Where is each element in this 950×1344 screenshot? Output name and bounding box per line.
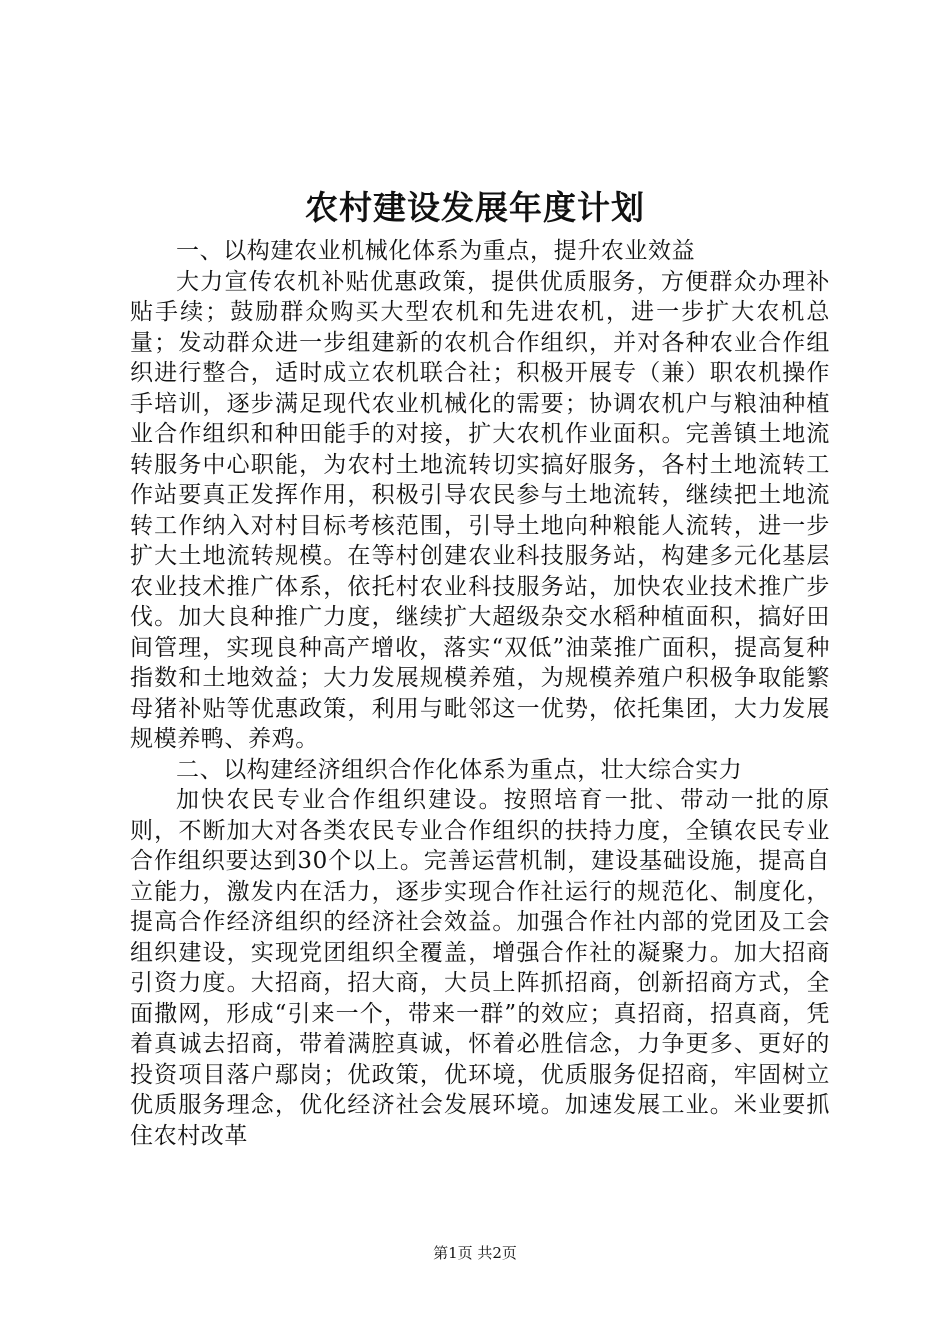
page-footer: 第1页 共2页 — [433, 1244, 517, 1262]
section-heading-2: 二、以构建经济组织合作化体系为重点，壮大综合实力 — [176, 756, 743, 783]
section-paragraph-2: 加快农民专业合作组织建设。按照培育一批、带动一批的原则，不断加大对各类农民专业合作组织的扶持力度，全镇农民专业合作组织要达到30个以上。完善运营机制，建设基础设施，提高自立能力，激发内在活力，逐步实现合作社运行的规范化、制度化，提高合作经济组织的经济社会效益。加强合作社内部的党团及工会组织建设，实现党团组织全覆盖，增强合作社的凝聚力。加大招商引资力度。大招商，招大商，大员上阵抓招商，创新招商方式，全面撒网，形成“引来一个，带来一群”的效应；真招商，招真商，凭着真诚去招商，带着满腔真诚，怀着必胜信念，力争更多、更好的投资项目落户鄢岗；优政策，优环境，优质服务促招商，牢固树立优质服务理念，优化经济社会发展环境。加速发展工业。米业要抓住农村改革 — [130, 787, 830, 1149]
section-heading-1: 一、以构建农业机械化体系为重点，提升农业效益 — [176, 238, 696, 264]
document-body — [130, 236, 830, 1151]
document-title: 农村建设发展年度计划 — [305, 188, 645, 227]
section-paragraph-1: 大力宣传农机补贴优惠政策，提供优质服务，方便群众办理补贴手续；鼓励群众购买大型农机和先进农机，进一步扩大农机总量；发动群众进一步组建新的农机合作组织，并对各种农业合作组织进行整合，适时成立农机联合社；积极开展专（兼）职农机操作手培训，逐步满足现代农业机械化的需要；协调农机户与粮油种植业合作组织和种田能手的对接，扩大农机作业面积。完善镇土地流转服务中心职能，为农村土地流转切实搞好服务，各村土地流转工作站要真正发挥作用，积极引导农民参与土地流转，继续把土地流转工作纳入对村目标考核范围，引导土地向种粮能人流转，进一步扩大土地流转规模。在等村创建农业科技服务站，构建多元化基层农业技术推广体系，依托村农业科技服务站，加快农业技术推广步伐。加大良种推广力度，继续扩大超级杂交水稻种植面积，搞好田间管理，实现良种高产增收，落实“双低”油菜推广面积，提高复种指数和土地效益；大力发展规模养殖，为规模养殖户积极争取能繁母猪补贴等优惠政策，利用与毗邻这一优势，依托集团，大力发展规模养鸭、养鸡。 — [130, 268, 830, 752]
